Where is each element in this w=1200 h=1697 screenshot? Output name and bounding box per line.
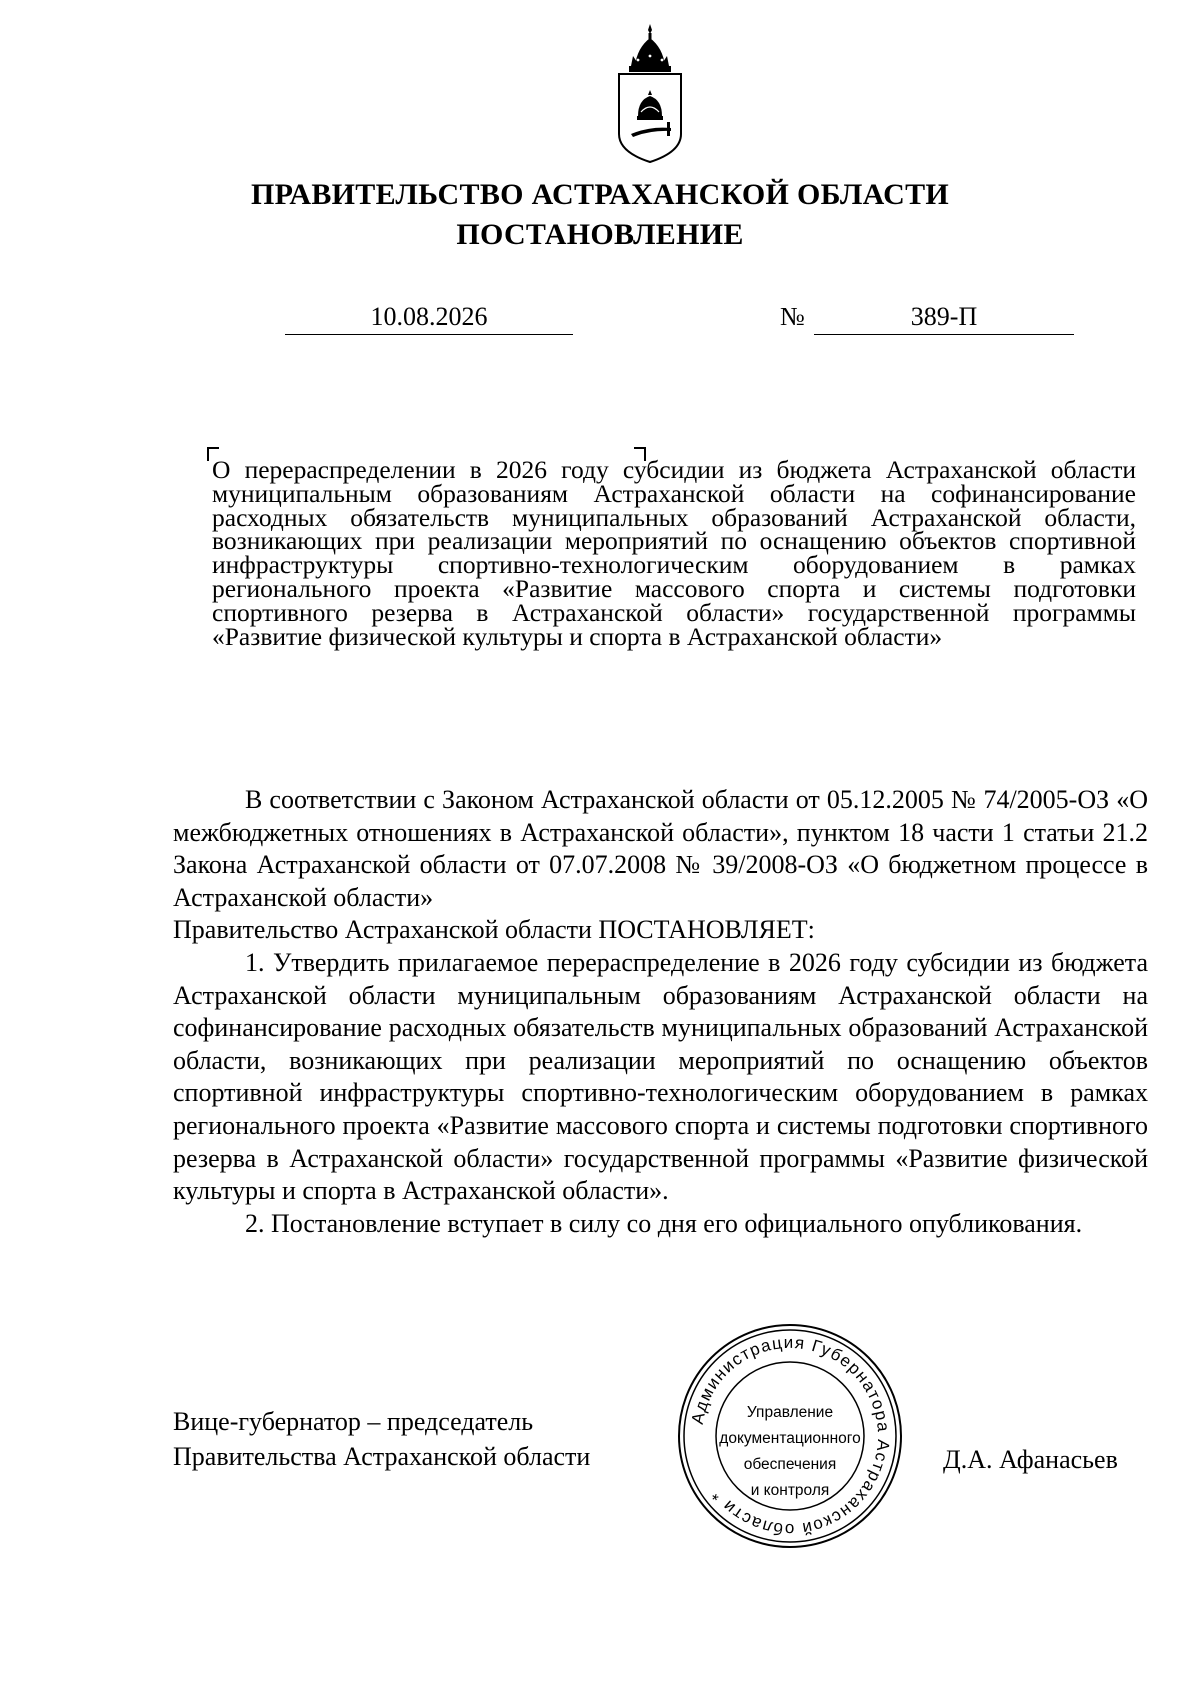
coat-of-arms-icon xyxy=(605,22,695,172)
signatory-name: Д.А. Афанасьев xyxy=(943,1445,1118,1474)
decree-line: Правительство Астраханской области ПОСТАНОВЛЯЕТ: xyxy=(173,915,815,945)
number-sign: № xyxy=(780,302,805,331)
government-name: ПРАВИТЕЛЬСТВО АСТРАХАНСКОЙ ОБЛАСТИ xyxy=(250,178,950,211)
item-1-paragraph: 1. Утвердить прилагаемое перераспределение в 2026 году субсидии из бюджета Астраханской области муниципальным образованиям Астраханской области на софинансирование расходных обязательств муниципальных образований Астраханской области, возникающих при реализации мероприятий по оснащению объектов спортивной инфраструктуры спортивно-технологическим оборудованием в рамках регионального проекта «Развитие массового спорта и системы подготовки спортивного резерва в Астраханской области» государственной программы «Развитие физической культуры и спорта в Астраханской области». xyxy=(173,947,1148,1206)
document-body xyxy=(173,784,1148,1240)
stamp-line-2: документационного xyxy=(719,1430,861,1447)
stamp-line-1: Управление xyxy=(746,1404,834,1421)
stamp-line-4: и контроля xyxy=(750,1482,830,1499)
stamp-center-text xyxy=(712,1400,868,1504)
item-2-paragraph: 2. Постановление вступает в силу со дня его официального опубликования. xyxy=(245,1208,1083,1238)
stamp-ring-text: Администрация Губернатора Астраханской области * xyxy=(687,1332,894,1540)
preamble-paragraph: В соответствии с Законом Астраханской области от 05.12.2005 № 74/2005-ОЗ «О межбюджетных отношениях в Астраханской области», пунктом 18 части 1 статьи 21.2 Закона Астраханской области от 07.07.2008 № 39/2008-ОЗ «О бюджетном процессе в Астраханской области» xyxy=(173,785,1148,912)
stamp-line-3: обеспечения xyxy=(743,1456,837,1473)
document-number: 389-П xyxy=(814,300,1074,335)
document-date: 10.08.2026 xyxy=(285,300,573,335)
signatory-position xyxy=(173,1404,590,1474)
document-subject: О перераспределении в 2026 году субсидии из бюджета Астраханской области муниципальным образованиям Астраханской области на софинансирование расходных обязательств муниципальных образований Астраханской области, возникающих при реализации мероприятий по оснащению объектов спортивной инфраструктуры спортивно-технологическим оборудованием в рамках регионального проекта «Развитие массового спорта и системы подготовки спортивного резерва в Астраханской области» государственной программы «Развитие физической культуры и спорта в Астраханской области» xyxy=(212,455,1136,651)
document-kind: ПОСТАНОВЛЕНИЕ xyxy=(456,218,744,251)
position-line-1: Вице-губернатор – председатель xyxy=(173,1407,534,1436)
position-line-2: Правительства Астраханской области xyxy=(173,1442,591,1471)
